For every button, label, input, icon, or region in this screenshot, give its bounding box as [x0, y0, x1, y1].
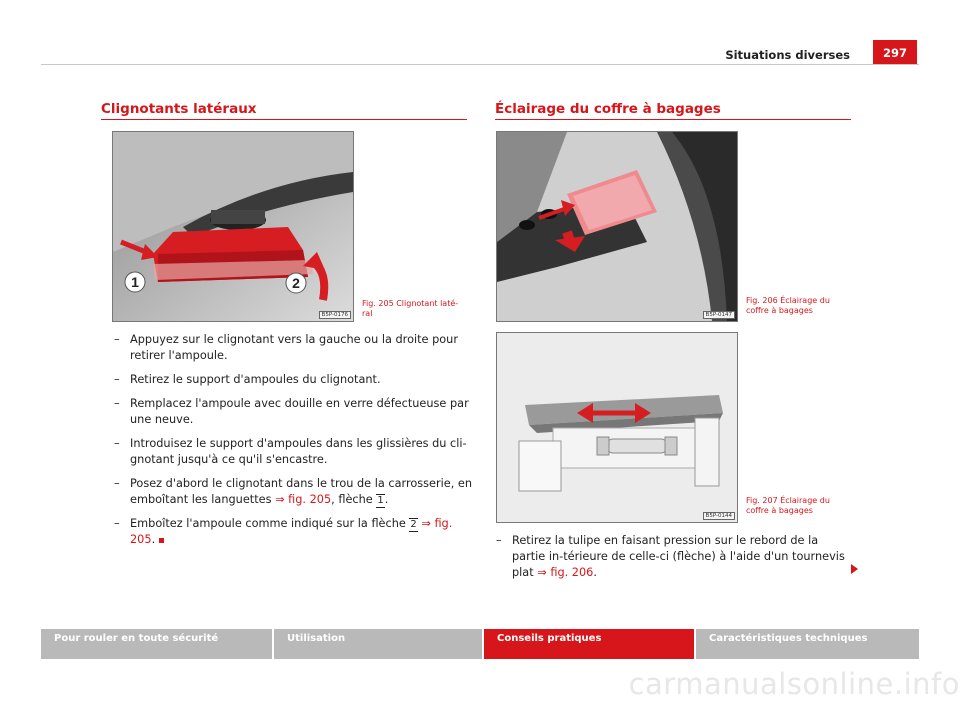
tab-practical-tips[interactable]: Conseils pratiques	[484, 629, 694, 659]
figure-code: B5P-0147	[703, 311, 735, 319]
figure-code: B5P-0176	[319, 311, 351, 319]
list-item: – Introduisez le support d'ampoules dans les glissières du cli-gnotant jusqu'à ce qu'il s'encastre.	[114, 436, 472, 468]
list-item: – Remplacez l'ampoule avec douille en verre défectueuse par une neuve.	[114, 396, 472, 428]
section-rule-right	[495, 119, 851, 120]
figure-205-caption: Fig. 205 Clignotant laté- ral	[362, 299, 459, 318]
figure-207-lamp-detail	[496, 332, 738, 523]
watermark: carmanualsonline.info	[628, 667, 960, 701]
figure-reference-link[interactable]: ⇒ fig. 205	[275, 493, 332, 506]
continue-arrow-icon	[851, 564, 858, 574]
tab-safety[interactable]: Pour rouler en toute sécurité	[41, 629, 272, 659]
side-indicator-illustration	[113, 132, 353, 321]
footer-chapter-tabs	[41, 629, 919, 659]
running-header-title: Situations diverses	[725, 48, 850, 62]
section-rule-left	[101, 119, 467, 120]
figure-code: B5P-0144	[703, 512, 735, 520]
callout-1: 1	[131, 274, 139, 290]
figure-reference-link[interactable]: ⇒ fig. 205	[130, 517, 453, 546]
list-item: – Posez d'abord le clignotant dans le trou de la carrosserie, en emboîtant les languettes ⇒ fig. 205, flèche 1.	[114, 476, 472, 508]
list-item: – Emboîtez l'ampoule comme indiqué sur la flèche 2 ⇒ fig. 205.	[114, 516, 472, 548]
callout-ref-2: 2	[410, 519, 417, 530]
section-title-luggage-light: Éclairage du coffre à bagages	[495, 101, 721, 117]
end-of-section-icon	[159, 538, 164, 543]
list-item: – Appuyez sur le clignotant vers la gauche ou la droite pour retirer l'ampoule.	[114, 332, 472, 364]
callout-2: 2	[292, 275, 300, 291]
figure-205-side-indicator	[112, 131, 354, 322]
left-steps-list	[114, 332, 472, 556]
figure-reference-link[interactable]: ⇒ fig. 206	[537, 566, 594, 579]
lamp-detail-illustration	[497, 333, 737, 522]
header-divider	[41, 64, 919, 65]
callout-ref-1: 1	[377, 495, 384, 506]
right-steps-list	[496, 533, 854, 589]
tab-operation[interactable]: Utilisation	[274, 629, 482, 659]
figure-207-caption: Fig. 207 Éclairage du coffre à bagages	[746, 496, 830, 515]
figure-206-caption: Fig. 206 Éclairage du coffre à bagages	[746, 296, 830, 315]
list-item: – Retirez le support d'ampoules du clignotant.	[114, 372, 472, 388]
list-item: – Retirez la tulipe en faisant pression sur le rebord de la partie in-térieure de celle-ci (flèche) à l'aide d'un tournevis plat ⇒ fig. 206.	[496, 533, 854, 581]
tab-technical-data[interactable]: Caractéristiques techniques	[696, 629, 919, 659]
luggage-light-illustration	[497, 132, 737, 321]
section-title-side-indicators: Clignotants latéraux	[101, 101, 257, 117]
page-number: 297	[873, 40, 917, 65]
figure-206-luggage-light	[496, 131, 738, 322]
